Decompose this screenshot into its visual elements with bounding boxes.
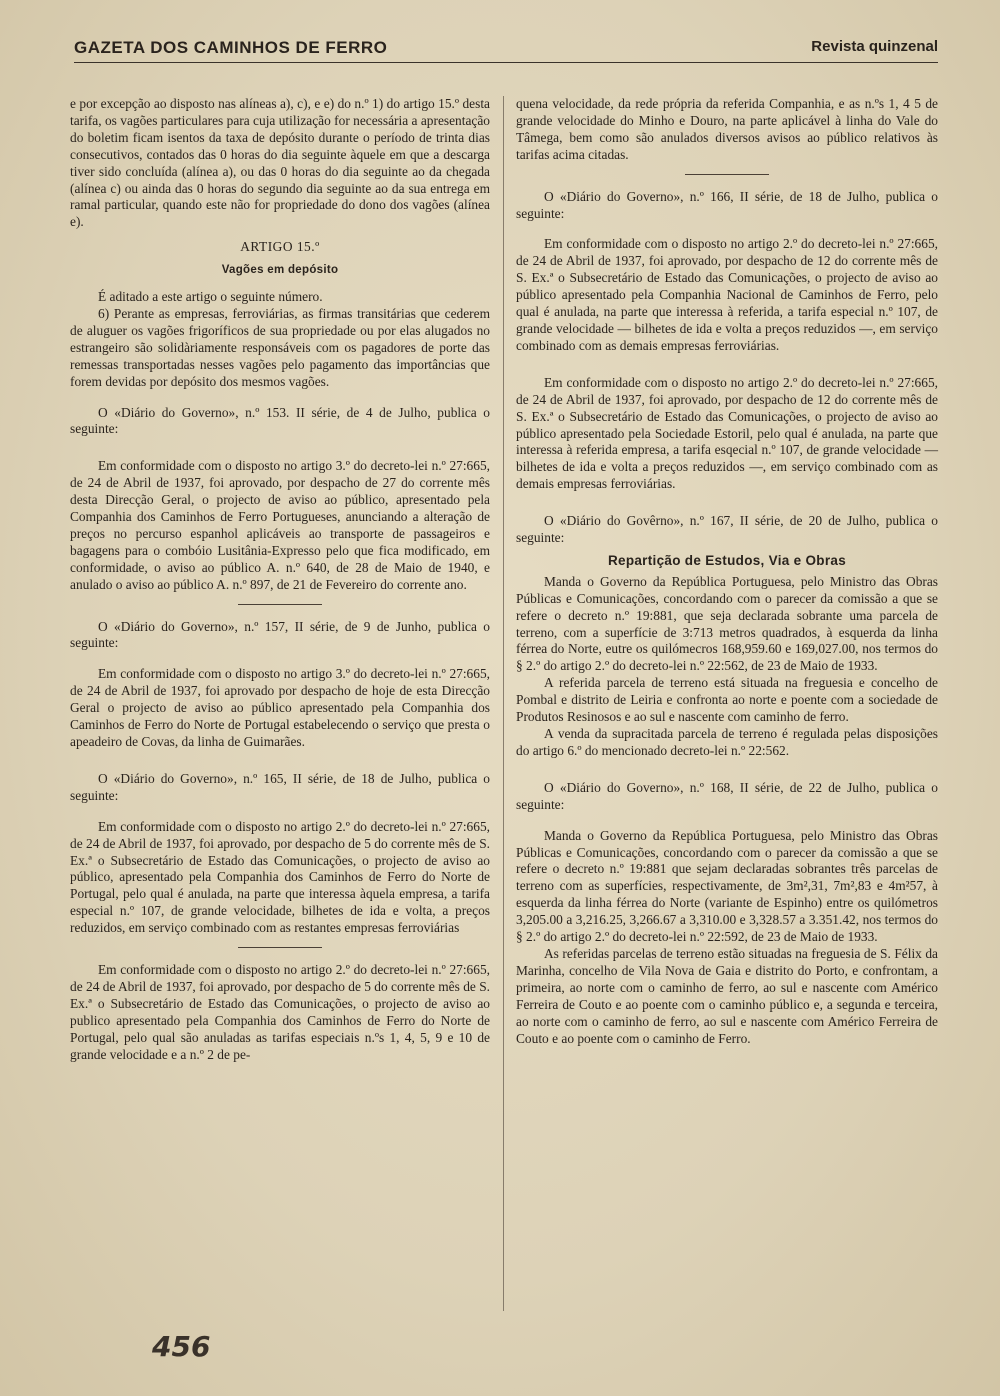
paragraph: Em conformidade com o disposto no artigo 2.º do decreto-lei n.º 27:665, de 24 de Abril de 1937, foi aprovado, por despacho de 5 do corrente mês de S. Ex.ª o Subsecretário de Estado das Comunicações, o projecto de aviso ao publico apresentado pela Companhia dos Caminhos de Ferro do Norte de Portugal, pelo qual são anuladas as tarifas especiais n.ºs 1, 4, 5, 9 e 10 de grande velocidade e a n.º 2 de pe- [70,962,490,1062]
separator-rule [685,174,769,175]
paragraph: Em conformidade com o disposto no artigo 3.º do decreto-lei n.º 27:665, de 24 de Abril de 1937, foi aprovado, por despacho de 27 do corrente mês desta Direcção Geral, o projecto de aviso ao público, apresentado pela Companhia dos Caminhos de Ferro Portugueses, anunciando a alteração de preços no percurso espanhol aplicáveis ao transporte de passageiros e bagagens para o combóio Lusitânia-Expresso pelo que fica modificado, em conformidade, o aviso ao público A. n.º 640, de 28 de Maio de 1940, e anulado o aviso ao público A. n.º 897, de 21 de Fevereiro do corrente ano. [70,458,490,592]
paragraph: 6) Perante as empresas, ferroviárias, as firmas transitárias que cederem de aluguer os vagões frigoríficos de sua propriedade ou por elas alugados no estrangeiro são solidàriamente responsáveis com os pagadores de porte das remessas transportadas nesses vagões pelo pagamento das importâncias que forem devidas por depósito dos mesmos vagões. [70,305,490,389]
separator-rule [238,604,322,605]
paragraph: Em conformidade com o disposto no artigo 2.º do decreto-lei n.º 27:665, de 24 de Abril de 1937, foi aprovado, por despacho de 5 do corrente mês de S. Ex.ª o Subsecretário de Estado das Comunicações, o projecto de aviso ao público, apresentado pela Companhia dos Caminhos de Ferro do Norte de Portugal, pelo qual é anulada, na parte que interessa àquela empresa, a tarifa especial n.º 107, de grande velocidade, bilhetes de ida e volta, a preços reduzidos, em serviço combinado com as restantes empresas ferroviárias [70,818,490,936]
paragraph: quena velocidade, da rede própria da referida Companhia, e as n.ºs 1, 4 5 de grande velocidade do Minho e Douro, na parte aplicável à linha do Vale do Tâmega, bem como são anulados diversos avisos ao público relativos às tarifas acima citadas. [516,96,938,162]
article-title: ARTIGO 15.º [240,239,320,255]
paragraph: e por excepção ao disposto nas alíneas a), c), e e) do n.º 1) do artigo 15.º desta tarifa, os vagões particulares para cuja utilização for necessária a apresentação do boletim ficam isentos da taxa de depósito durante o período de trinta dias consecutivos, contados das 0 horas do dia seguinte àquele em que a descarga tiver sido concluída (alínea a), ou das 0 horas do dia seguinte ao da chegada (alínea c) ou ainda das 0 horas do segundo dia seguinte ao da sua entrega em ramal particular, quando este não for propriedade do dono dos vagões (alínea e). [70,96,490,230]
paragraph: Em conformidade com o disposto no artigo 2.º do decreto-lei n.º 27:665, de 24 de Abril de 1937, foi aprovado, por despacho de 12 do corrente mês de S. Ex.ª o Subsecretário de Estado das Comunicações, o projecto de aviso ao público apresentado pela Sociedade Estoril, pelo qual é anulada, na parte que interessa à referida empresa, a tarifa esqecial n.º 107, de grande velocidade — bilhetes de ida e volta a preços reduzidos —, em serviço combinado com as demais empresas ferroviárias. [516,374,938,492]
paragraph: Manda o Governo da República Portuguesa, pelo Ministro das Obras Públicas e Comunicações, concordando com o parecer da comissão a que se refere o decreto n.º 19:881, que seja declarada sobrante uma parcela de terreno, com a superfície de 3:713 metros quadrados, à esquerda da linha férrea do Norte, eutre os quilómecros 168,959.60 e 169,027.00, nos termos do § 2.º do artigo 2.º do decreto-lei n.º 22:562, de 23 de Maio de 1933. [516,573,938,674]
column-divider [503,96,504,1311]
paragraph: Em conformidade com o disposto no artigo 3.º do decreto-lei n.º 27:665, de 24 de Abril de 1937, foi aprovado por despacho de hoje de esta Direcção Geral o projecto de aviso ao público apresentado pela Companhia dos Caminhos de Ferro do Norte de Portugal estabelecendo o serviço que presta o apeadeiro de Covas, da linha de Guimarães. [70,666,490,749]
left-column [70,96,490,1064]
paragraph: A venda da supracitada parcela de terreno é regulada pelas disposições do artigo 6.º do mencionado decreto-lei n.º 22:562. [516,726,938,758]
paragraph: O «Diário do Governo», n.º 165, II série, de 18 de Julho, publica o seguinte: [70,770,490,803]
paragraph: O «Diário do Governo», n.º 168, II série, de 22 de Julho, publica o seguinte: [516,779,938,812]
paragraph: Manda o Governo da República Portuguesa, pelo Ministro das Obras Públicas e Comunicações, concordando com o parecer da comissão a que se refere o decreto n.º 19:881 que sejam declaradas sobrantes três parcelas de terreno com as superfícies, respectivamente, de 3m²,31, 7m²,83 e 4m²57, à esquerda da linha férrea do Norte (variante de Espinho) entre os quilómetros 3,205.00 a 3,216.25, 3,266.67 a 3,310.00 e 3,328.57 a 3.351.42, nos termos do § 2.º do artigo 2.º do decreto-lei n.º 22:592, de 23 de Maio de 1933. [516,827,938,945]
paragraph: A referida parcela de terreno está situada na freguesia e concelho de Pombal e distrito de Leiria e confronta ao norte e poente com a sociedade de Produtos Resinosos e ao sul e nascente com caminho de ferro. [516,675,938,725]
journal-subtitle: Revista quinzenal [811,38,938,55]
journal-title: GAZETA DOS CAMINHOS DE FERRO [74,38,388,57]
paragraph: Em conformidade com o disposto no artigo 2.º do decreto-lei n.º 27:665, de 24 de Abril de 1937, foi aprovado, por despacho de 12 do corrente mês de S. Ex.ª o Subsecretário de Estado das Comunicações, o projecto de aviso ao público apresentado pela Companhia Nacional de Caminhos de Ferro, pelo qual é anulada, na parte que interessa à referida, a tarifa especial n.º 107, de grande velocidade — bilhetes de ida e volta a preços reduzidos —, em serviço combinado com as demais empresas ferroviárias. [516,236,938,353]
paragraph: As referidas parcelas de terreno estão situadas na freguesia de S. Félix da Marinha, concelho de Vila Nova de Gaia e distrito do Porto, e confrontam, a primeira, ao norte com o caminho de ferro, ao sul e nascente com Américo Ferreira de Couto e ao poente com o caminho público e, a segunda e terceira, ao norte com o caminho de ferro, ao sul e nascente com Américo Ferreira de Couto e ao poente com o caminho de Ferro. [516,945,938,1046]
paragraph: É aditado a este artigo o seguinte número. [98,289,323,305]
article-subtitle: Vagões em depósito [221,264,339,277]
right-column [516,96,938,1047]
running-header [74,36,938,63]
page-number: 456 [152,1330,211,1363]
paragraph: O «Diário do Governo», n.º 166, II série, de 18 de Julho, publica o seguinte: [516,188,938,221]
paragraph: O «Diário do Govêrno», n.º 167, II série, de 20 de Julho, publica o seguinte: [516,513,938,546]
paragraph: O «Diário do Governo», n.º 153. II série, de 4 de Julho, publica o seguinte: [70,404,490,437]
section-title: Repartição de Estudos, Via e Obras [607,552,847,568]
paragraph: O «Diário do Governo», n.º 157, II série, de 9 de Junho, publica o seguinte: [70,618,490,651]
separator-rule [238,947,322,948]
